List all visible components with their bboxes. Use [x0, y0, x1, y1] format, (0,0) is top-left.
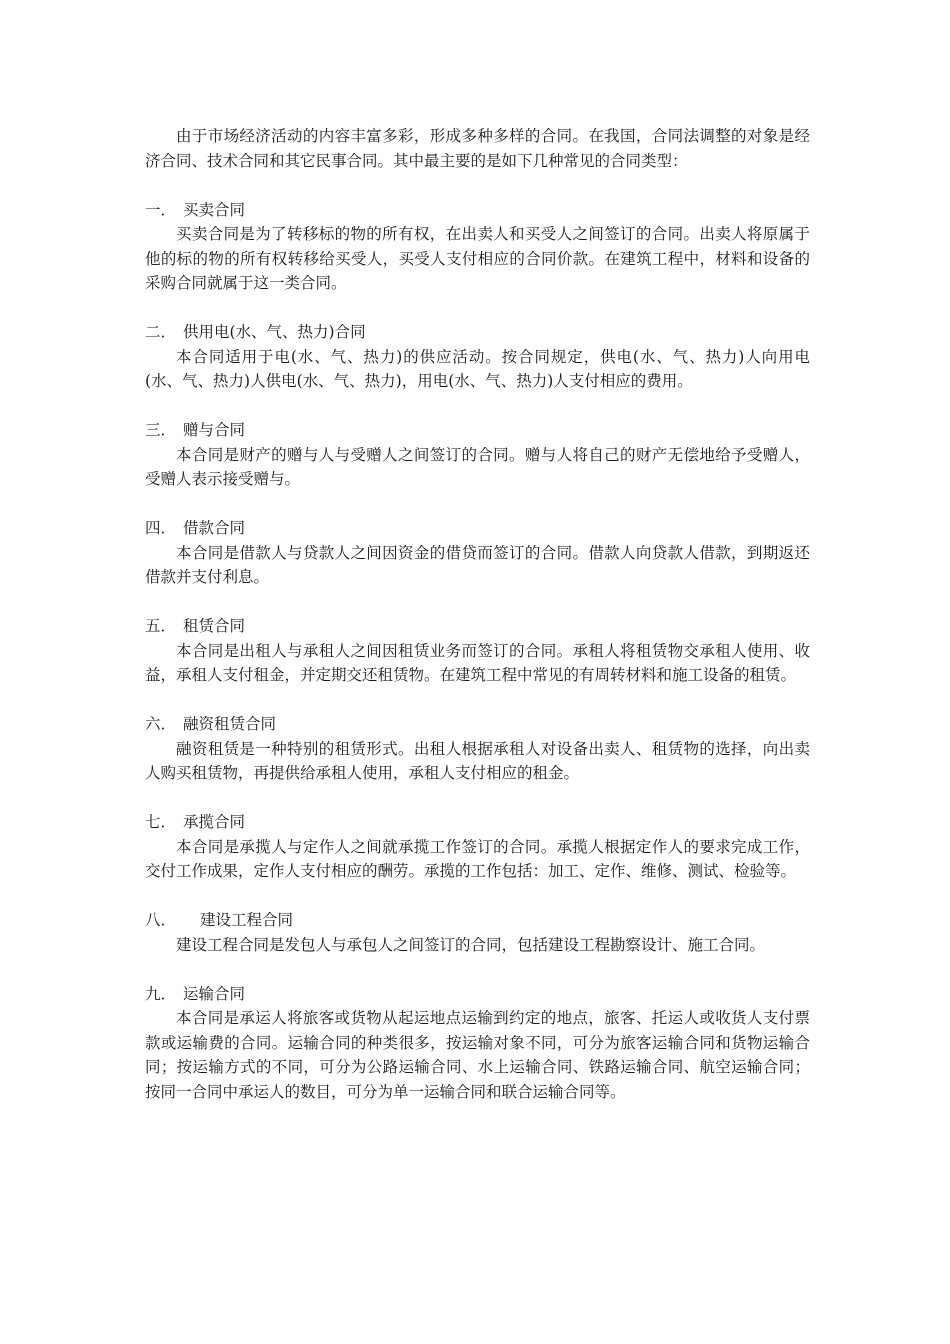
- section-title: 赠与合同: [183, 421, 246, 439]
- section-number: 六．: [145, 715, 177, 733]
- section-number: 七．: [145, 813, 177, 831]
- section-number: 四．: [145, 519, 177, 537]
- section-title: 建设工程合同: [200, 911, 294, 929]
- section-sales-contract: [145, 198, 810, 296]
- section-lease-contract: [145, 614, 810, 688]
- section-heading: [145, 982, 810, 1007]
- section-gift-contract: [145, 418, 810, 492]
- section-number: 一．: [145, 200, 177, 219]
- section-loan-contract: [145, 516, 810, 590]
- section-heading: [145, 198, 810, 223]
- section-finance-lease-contract: [145, 712, 810, 786]
- section-body: 买卖合同是为了转移标的物的所有权，在出卖人和买受人之间签订的合同。出卖人将原属于他的标的物的所有权转移给买受人，买受人支付相应的合同价款。在建筑工程中，材料和设备的采购合同就属于这一类合同。: [145, 225, 810, 292]
- section-title: 买卖合同: [183, 200, 246, 219]
- section-number: 二．: [145, 323, 177, 341]
- section-number: 九．: [145, 984, 177, 1003]
- section-title: 租赁合同: [183, 617, 246, 635]
- section-body: 本合同是借款人与贷款人之间因资金的借贷而签订的合同。借款人向贷款人借款，到期返还借款并支付利息。: [145, 543, 810, 586]
- section-heading: [145, 516, 810, 541]
- section-number: 八．: [145, 911, 177, 929]
- section-body: 本合同是承运人将旅客或货物从起运地点运输到约定的地点，旅客、托运人或收货人支付票款或运输费的合同。运输合同的种类很多，按运输对象不同，可分为旅客运输合同和货物运输合同；按运输方式的不同，可分为公路运输合同、水上运输合同、铁路运输合同、航空运输合同；按同一合同中承运人的数目，可分为单一运输合同和联合运输合同等。: [145, 1009, 810, 1101]
- section-body: 建设工程合同是发包人与承包人之间签订的合同，包括建设工程勘察设计、施工合同。: [176, 935, 766, 954]
- section-body: 本合同是财产的赠与人与受赠人之间签订的合同。赠与人将自己的财产无偿地给予受赠人，受赠人表示接受赠与。: [145, 445, 810, 488]
- section-title: 运输合同: [183, 984, 246, 1003]
- section-transport-contract: [145, 982, 810, 1105]
- section-title: 借款合同: [183, 519, 246, 537]
- section-construction-contract: [145, 908, 810, 957]
- section-title: 供用电(水、气、热力)合同: [183, 323, 366, 341]
- section-number: 五．: [145, 617, 177, 635]
- section-heading: [145, 418, 810, 443]
- section-heading: [145, 320, 810, 345]
- section-heading: [145, 614, 810, 639]
- section-body: 本合同是承揽人与定作人之间就承揽工作签订的合同。承揽人根据定作人的要求完成工作，交付工作成果，定作人支付相应的酬劳。承揽的工作包括：加工、定作、维修、测试、检验等。: [145, 837, 810, 880]
- section-heading: [145, 810, 810, 835]
- section-body: 本合同是出租人与承租人之间因租赁业务而签订的合同。承租人将租赁物交承租人使用、收益，承租人支付租金，并定期交还租赁物。在建筑工程中常见的有周转材料和施工设备的租赁。: [145, 641, 810, 684]
- section-utility-contract: [145, 320, 810, 394]
- section-heading: [145, 908, 810, 933]
- intro-paragraph: 由于市场经济活动的内容丰富多彩，形成多种多样的合同。在我国，合同法调整的对象是经济合同、技术合同和其它民事合同。其中最主要的是如下几种常见的合同类型：: [145, 127, 810, 170]
- section-body: 本合同适用于电(水、气、热力)的供应活动。按合同规定，供电(水、气、热力)人向用电(水、气、热力)人供电(水、气、热力)，用电(水、气、热力)人支付相应的费用。: [145, 347, 810, 390]
- section-heading: [145, 712, 810, 737]
- section-number: 三．: [145, 421, 177, 439]
- section-work-contract: [145, 810, 810, 884]
- section-title: 承揽合同: [183, 813, 246, 831]
- section-body: 融资租赁是一种特别的租赁形式。出租人根据承租人对设备出卖人、租赁物的选择，向出卖人购买租赁物，再提供给承租人使用，承租人支付相应的租金。: [145, 739, 810, 782]
- document-page: [145, 124, 810, 1129]
- section-title: 融资租赁合同: [183, 715, 277, 733]
